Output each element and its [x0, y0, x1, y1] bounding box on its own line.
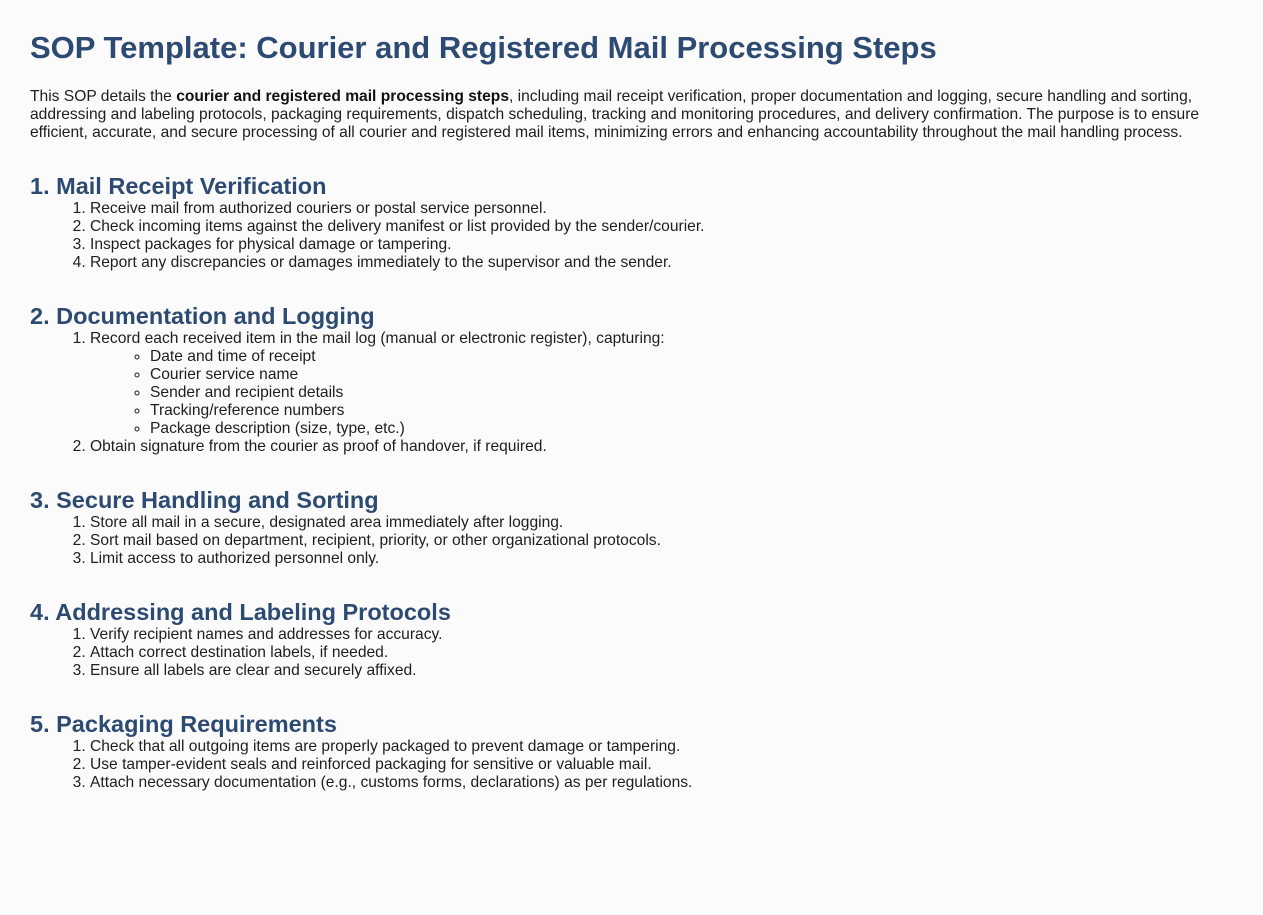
section-addressing-and-labeling-protocols: [30, 598, 1233, 680]
intro-text-after: , including mail receipt verification, proper documentation and logging, secure handling and sorting, addressing and labeling protocols, packaging requirements, dispatch scheduling, tracking and monitoring procedures, and delivery confirmation. The purpose is to ensure efficient, accurate, and secure processing of all courier and registered mail items, minimizing errors and enhancing accountability throughout the mail handling process.: [30, 88, 1200, 141]
list-item: 2. Check incoming items against the delivery manifest or list provided by the sender/courier.: [90, 218, 1233, 236]
steps-list: [30, 738, 1233, 792]
section-documentation-and-logging: [30, 302, 1233, 456]
list-item: 3. Attach necessary documentation (e.g., customs forms, declarations) as per regulations.: [90, 774, 1233, 792]
steps-list: [30, 330, 1233, 456]
sub-list: [90, 348, 1233, 438]
sub-list-item: ◦ Package description (size, type, etc.): [150, 420, 1233, 438]
list-item: 1. Store all mail in a secure, designated area immediately after logging.: [90, 514, 1233, 532]
list-item: 2. Sort mail based on department, recipient, priority, or other organizational protocols.: [90, 532, 1233, 550]
sub-list-item: ◦ Date and time of receipt: [150, 348, 1233, 366]
section-packaging-requirements: [30, 710, 1233, 792]
list-item: 3. Limit access to authorized personnel only.: [90, 550, 1233, 568]
list-item: 2. Attach correct destination labels, if needed.: [90, 644, 1233, 662]
intro-paragraph: [30, 88, 1233, 142]
list-item: 2. Obtain signature from the courier as proof of handover, if required.: [90, 438, 1233, 456]
steps-list: [30, 514, 1233, 568]
section-heading: 5. Packaging Requirements: [30, 711, 337, 737]
section-mail-receipt-verification: [30, 172, 1233, 272]
list-item: 3. Ensure all labels are clear and securely affixed.: [90, 662, 1233, 680]
intro-text-before: This SOP details the: [30, 88, 177, 105]
sub-list-item: ◦ Courier service name: [150, 366, 1233, 384]
list-item: 2. Use tamper-evident seals and reinforced packaging for sensitive or valuable mail.: [90, 756, 1233, 774]
list-item: 1. Verify recipient names and addresses for accuracy.: [90, 626, 1233, 644]
list-item: 1. Receive mail from authorized couriers or postal service personnel.: [90, 200, 1233, 218]
section-heading: 2. Documentation and Logging: [30, 303, 375, 329]
sub-list-item: ◦ Tracking/reference numbers: [150, 402, 1233, 420]
list-item: 1. Check that all outgoing items are properly packaged to prevent damage or tampering.: [90, 738, 1233, 756]
steps-list: [30, 626, 1233, 680]
list-item-text: Record each received item in the mail log (manual or electronic register), capturing:: [90, 330, 665, 347]
section-heading: 3. Secure Handling and Sorting: [30, 487, 379, 513]
section-heading: 1. Mail Receipt Verification: [30, 173, 327, 199]
section-heading: 4. Addressing and Labeling Protocols: [30, 599, 451, 625]
list-item: 4. Report any discrepancies or damages immediately to the supervisor and the sender.: [90, 254, 1233, 272]
intro-bold-text: courier and registered mail processing steps: [176, 88, 509, 105]
sub-list-item: ◦ Sender and recipient details: [150, 384, 1233, 402]
page-title: SOP Template: Courier and Registered Mail Processing Steps: [30, 30, 937, 65]
list-item: [90, 330, 1233, 438]
list-item: 3. Inspect packages for physical damage or tampering.: [90, 236, 1233, 254]
section-secure-handling-and-sorting: [30, 486, 1233, 568]
steps-list: [30, 200, 1233, 272]
